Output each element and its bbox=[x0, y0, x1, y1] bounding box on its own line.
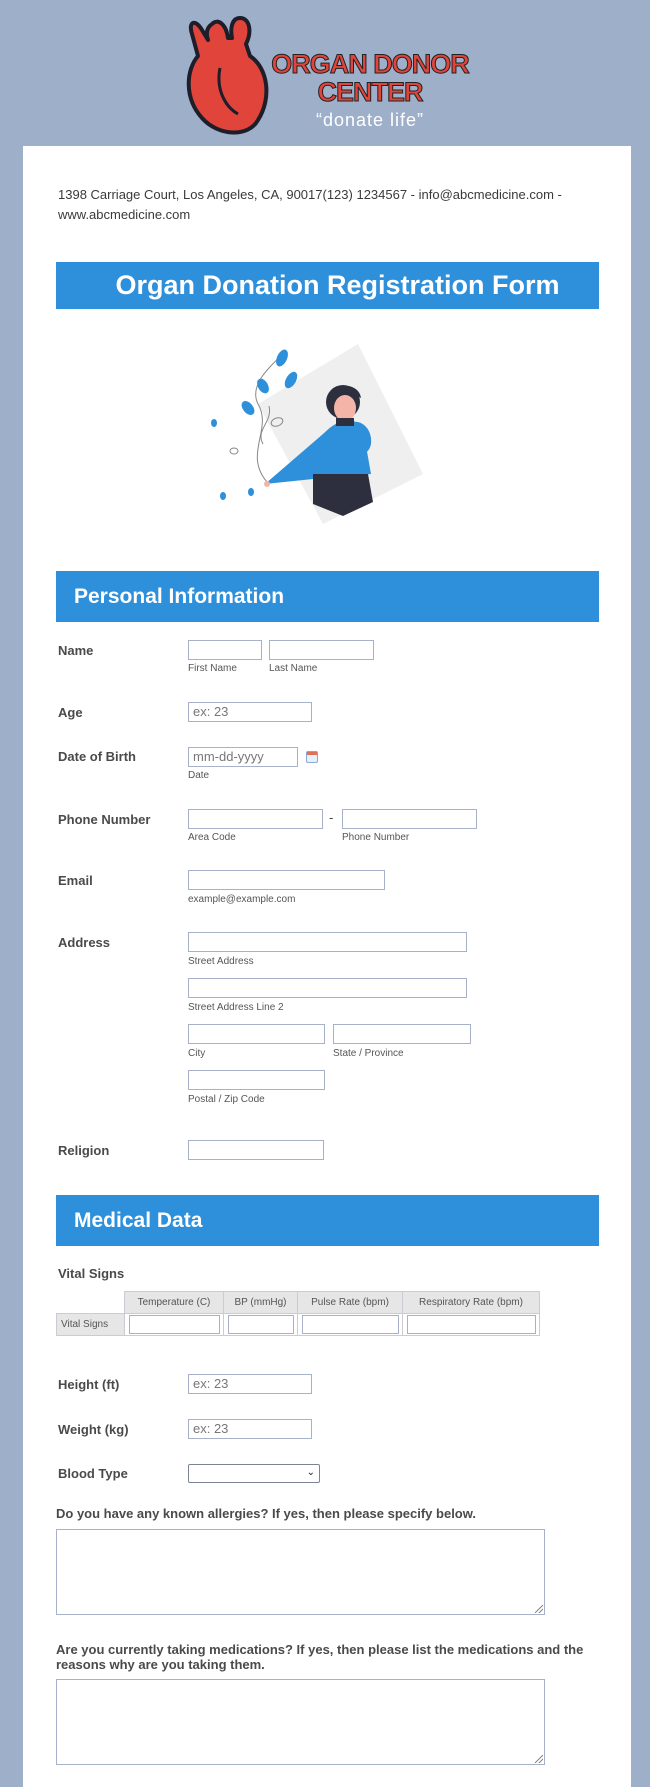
dob-input[interactable]: mm-dd-yyyy bbox=[188, 747, 298, 767]
name-label: Name bbox=[58, 643, 94, 658]
dob-sublabel: Date bbox=[188, 770, 210, 781]
address-label: Address bbox=[58, 935, 111, 950]
logo-title: ORGAN DONOR CENTER bbox=[271, 49, 469, 107]
religion-input[interactable] bbox=[188, 1140, 324, 1160]
zip-input[interactable] bbox=[188, 1070, 325, 1090]
form-card bbox=[23, 146, 631, 1787]
bp-input[interactable] bbox=[228, 1315, 294, 1334]
vital-signs-label: Vital Signs bbox=[58, 1266, 125, 1281]
resize-handle-icon[interactable] bbox=[535, 1605, 543, 1613]
logo-subtitle: “donate life” bbox=[315, 110, 425, 130]
allergies-textarea[interactable] bbox=[56, 1529, 545, 1615]
table-corner bbox=[57, 1292, 125, 1314]
row-header: Vital Signs bbox=[57, 1314, 125, 1336]
chevron-down-icon: ⌄ bbox=[306, 1467, 315, 1478]
last-name-sublabel: Last Name bbox=[269, 663, 318, 674]
phone-separator: - bbox=[329, 810, 334, 825]
email-sublabel: example@example.com bbox=[188, 894, 296, 905]
city-input[interactable] bbox=[188, 1024, 325, 1044]
first-name-sublabel: First Name bbox=[188, 663, 237, 674]
vital-signs-table bbox=[56, 1291, 540, 1336]
table-header-row bbox=[57, 1292, 540, 1314]
zip-sublabel: Postal / Zip Code bbox=[188, 1094, 265, 1105]
heart-logo-icon bbox=[180, 8, 280, 143]
temperature-input[interactable] bbox=[129, 1315, 220, 1334]
religion-label: Religion bbox=[58, 1143, 110, 1158]
medications-textarea[interactable] bbox=[56, 1679, 545, 1765]
column-header: Respiratory Rate (bpm) bbox=[403, 1292, 540, 1314]
table-row bbox=[57, 1314, 540, 1336]
table-cell bbox=[298, 1314, 403, 1336]
age-input[interactable]: ex: 23 bbox=[188, 702, 312, 722]
section-personal-information: Personal Information bbox=[56, 571, 599, 622]
phone-number-input[interactable] bbox=[342, 809, 477, 829]
state-sublabel: State / Province bbox=[333, 1048, 404, 1059]
email-label: Email bbox=[58, 873, 93, 888]
street-address-input[interactable] bbox=[188, 932, 467, 952]
woman-with-plant-illustration bbox=[203, 334, 463, 524]
area-code-input[interactable] bbox=[188, 809, 323, 829]
first-name-input[interactable] bbox=[188, 640, 262, 660]
respiratory-rate-input[interactable] bbox=[407, 1315, 536, 1334]
phone-label: Phone Number bbox=[58, 812, 151, 827]
last-name-input[interactable] bbox=[269, 640, 374, 660]
dob-label: Date of Birth bbox=[58, 749, 136, 764]
resize-handle-icon[interactable] bbox=[535, 1755, 543, 1763]
street-address-2-input[interactable] bbox=[188, 978, 467, 998]
column-header: BP (mmHg) bbox=[224, 1292, 298, 1314]
form-title: Organ Donation Registration Form bbox=[56, 262, 599, 309]
table-cell bbox=[125, 1314, 224, 1336]
age-label: Age bbox=[58, 705, 83, 720]
section-medical-data: Medical Data bbox=[56, 1195, 599, 1246]
state-input[interactable] bbox=[333, 1024, 471, 1044]
medications-question: Are you currently taking medications? If yes, then please list the medications and the reasons why are you taking them. bbox=[56, 1642, 584, 1672]
blood-type-select[interactable] bbox=[188, 1464, 320, 1483]
column-header: Pulse Rate (bpm) bbox=[298, 1292, 403, 1314]
weight-label: Weight (kg) bbox=[58, 1422, 129, 1437]
street-address-sublabel: Street Address bbox=[188, 956, 254, 967]
table-cell bbox=[403, 1314, 540, 1336]
contact-info: 1398 Carriage Court, Los Angeles, CA, 90017(123) 1234567 - info@abcmedicine.com - www.abcmedicine.com bbox=[58, 187, 562, 222]
header-logo bbox=[0, 0, 650, 146]
area-code-sublabel: Area Code bbox=[188, 832, 236, 843]
calendar-icon[interactable] bbox=[306, 751, 318, 763]
allergies-question: Do you have any known allergies? If yes, then please specify below. bbox=[56, 1506, 476, 1521]
height-label: Height (ft) bbox=[58, 1377, 120, 1392]
phone-number-sublabel: Phone Number bbox=[342, 832, 410, 843]
table-cell bbox=[224, 1314, 298, 1336]
email-input[interactable] bbox=[188, 870, 385, 890]
blood-type-label: Blood Type bbox=[58, 1466, 128, 1481]
column-header: Temperature (C) bbox=[125, 1292, 224, 1314]
city-sublabel: City bbox=[188, 1048, 206, 1059]
weight-input[interactable]: ex: 23 bbox=[188, 1419, 312, 1439]
pulse-rate-input[interactable] bbox=[302, 1315, 399, 1334]
height-input[interactable]: ex: 23 bbox=[188, 1374, 312, 1394]
street-address-2-sublabel: Street Address Line 2 bbox=[188, 1002, 284, 1013]
